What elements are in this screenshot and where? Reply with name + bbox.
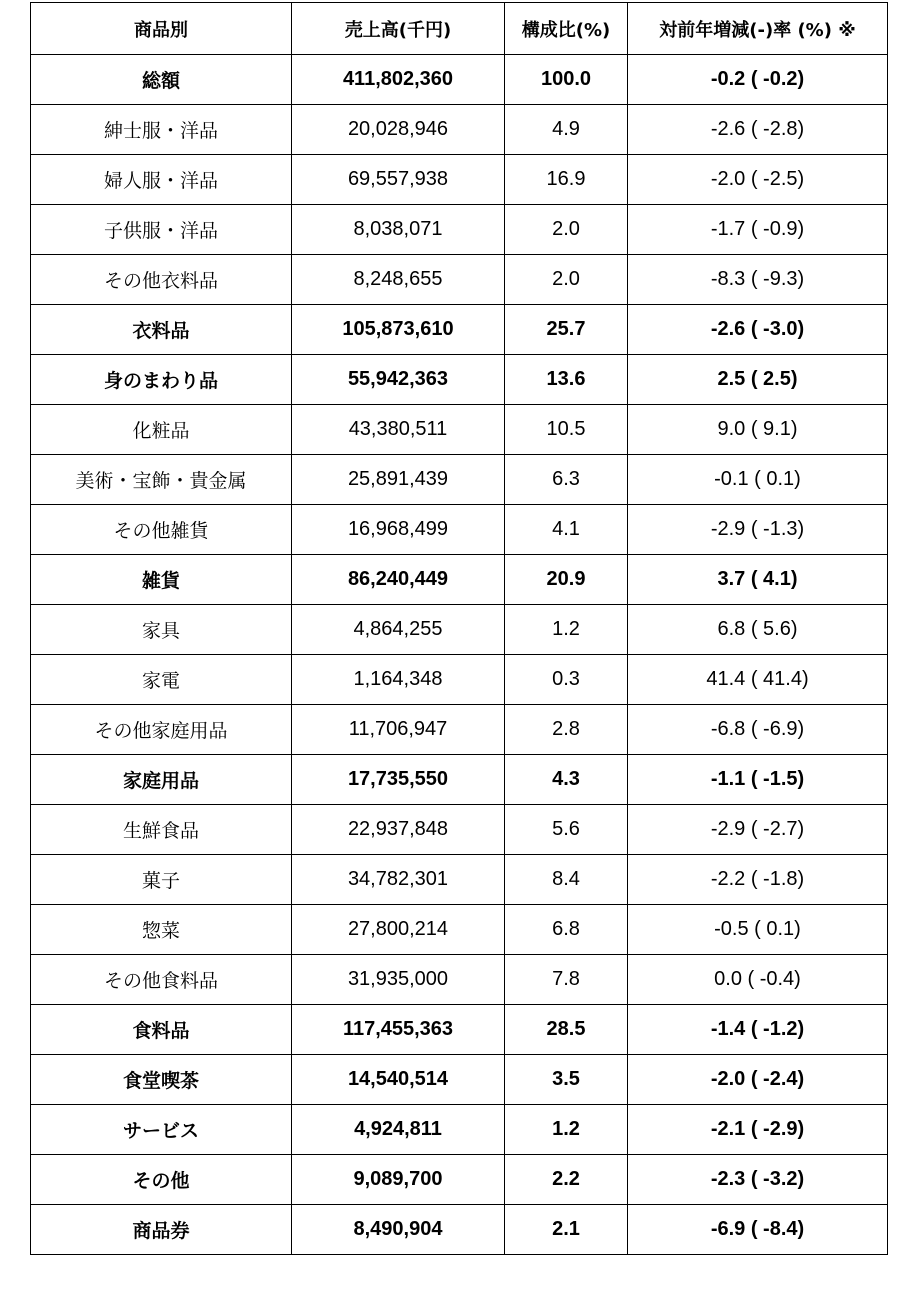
ratio-cell: 25.7: [505, 305, 628, 355]
ratio-cell: 1.2: [505, 1105, 628, 1155]
ratio-cell: 28.5: [505, 1005, 628, 1055]
change-cell: -0.5 ( 0.1): [628, 905, 888, 955]
sales-cell: 105,873,610: [292, 305, 505, 355]
table-row: [31, 705, 888, 755]
change-cell: -2.3 ( -3.2): [628, 1155, 888, 1205]
ratio-cell: 3.5: [505, 1055, 628, 1105]
category-cell: サービス: [31, 1105, 292, 1155]
category-cell: その他家庭用品: [31, 705, 292, 755]
change-cell: -2.0 ( -2.4): [628, 1055, 888, 1105]
table-row: [31, 555, 888, 605]
change-cell: -6.9 ( -8.4): [628, 1205, 888, 1255]
header-change: 対前年増減(-)率 (%) ※: [628, 3, 888, 55]
sales-cell: 16,968,499: [292, 505, 505, 555]
table-row: [31, 155, 888, 205]
change-cell: -2.0 ( -2.5): [628, 155, 888, 205]
change-cell: 6.8 ( 5.6): [628, 605, 888, 655]
table-row: [31, 255, 888, 305]
ratio-cell: 2.8: [505, 705, 628, 755]
header-row: [31, 3, 888, 55]
category-cell: 食料品: [31, 1005, 292, 1055]
sales-cell: 86,240,449: [292, 555, 505, 605]
change-cell: -1.7 ( -0.9): [628, 205, 888, 255]
table-row: [31, 605, 888, 655]
ratio-cell: 2.0: [505, 205, 628, 255]
ratio-cell: 6.3: [505, 455, 628, 505]
sales-cell: 8,490,904: [292, 1205, 505, 1255]
change-cell: 0.0 ( -0.4): [628, 955, 888, 1005]
sales-cell: 17,735,550: [292, 755, 505, 805]
ratio-cell: 13.6: [505, 355, 628, 405]
table-row: [31, 1205, 888, 1255]
ratio-cell: 2.1: [505, 1205, 628, 1255]
sales-cell: 4,924,811: [292, 1105, 505, 1155]
category-cell: 商品券: [31, 1205, 292, 1255]
ratio-cell: 6.8: [505, 905, 628, 955]
category-cell: 食堂喫茶: [31, 1055, 292, 1105]
category-cell: その他: [31, 1155, 292, 1205]
table-row: [31, 455, 888, 505]
table-row: [31, 305, 888, 355]
change-cell: 2.5 ( 2.5): [628, 355, 888, 405]
table-header: [31, 3, 888, 55]
category-cell: 化粧品: [31, 405, 292, 455]
table-row: [31, 1005, 888, 1055]
ratio-cell: 5.6: [505, 805, 628, 855]
change-cell: -0.2 ( -0.2): [628, 55, 888, 105]
table-row: [31, 1055, 888, 1105]
category-cell: 紳士服・洋品: [31, 105, 292, 155]
sales-cell: 27,800,214: [292, 905, 505, 955]
ratio-cell: 2.2: [505, 1155, 628, 1205]
ratio-cell: 2.0: [505, 255, 628, 305]
ratio-cell: 4.1: [505, 505, 628, 555]
category-cell: 雑貨: [31, 555, 292, 605]
sales-cell: 8,038,071: [292, 205, 505, 255]
change-cell: 3.7 ( 4.1): [628, 555, 888, 605]
category-cell: 身のまわり品: [31, 355, 292, 405]
sales-cell: 411,802,360: [292, 55, 505, 105]
category-cell: 家具: [31, 605, 292, 655]
ratio-cell: 8.4: [505, 855, 628, 905]
table-row: [31, 105, 888, 155]
change-cell: 41.4 ( 41.4): [628, 655, 888, 705]
change-cell: 9.0 ( 9.1): [628, 405, 888, 455]
change-cell: -2.1 ( -2.9): [628, 1105, 888, 1155]
ratio-cell: 0.3: [505, 655, 628, 705]
header-category: 商品別: [31, 3, 292, 55]
sales-cell: 69,557,938: [292, 155, 505, 205]
change-cell: -2.6 ( -3.0): [628, 305, 888, 355]
sales-by-category-table: [30, 2, 888, 1255]
sales-cell: 14,540,514: [292, 1055, 505, 1105]
change-cell: -2.2 ( -1.8): [628, 855, 888, 905]
table-row: [31, 205, 888, 255]
ratio-cell: 4.3: [505, 755, 628, 805]
ratio-cell: 20.9: [505, 555, 628, 605]
change-cell: -6.8 ( -6.9): [628, 705, 888, 755]
change-cell: -2.9 ( -1.3): [628, 505, 888, 555]
category-cell: 婦人服・洋品: [31, 155, 292, 205]
category-cell: 子供服・洋品: [31, 205, 292, 255]
table-body: [31, 55, 888, 1255]
table-row: [31, 855, 888, 905]
category-cell: その他雑貨: [31, 505, 292, 555]
change-cell: -2.6 ( -2.8): [628, 105, 888, 155]
sales-cell: 22,937,848: [292, 805, 505, 855]
table-row: [31, 805, 888, 855]
table-row: [31, 405, 888, 455]
category-cell: その他食料品: [31, 955, 292, 1005]
table-row: [31, 955, 888, 1005]
change-cell: -1.1 ( -1.5): [628, 755, 888, 805]
table-row: [31, 1105, 888, 1155]
category-cell: 総額: [31, 55, 292, 105]
category-cell: 衣料品: [31, 305, 292, 355]
category-cell: 家電: [31, 655, 292, 705]
category-cell: 生鮮食品: [31, 805, 292, 855]
category-cell: 菓子: [31, 855, 292, 905]
sales-cell: 43,380,511: [292, 405, 505, 455]
category-cell: 家庭用品: [31, 755, 292, 805]
ratio-cell: 100.0: [505, 55, 628, 105]
change-cell: -1.4 ( -1.2): [628, 1005, 888, 1055]
header-sales: 売上高(千円): [292, 3, 505, 55]
category-cell: 美術・宝飾・貴金属: [31, 455, 292, 505]
table-row: [31, 505, 888, 555]
sales-cell: 4,864,255: [292, 605, 505, 655]
table-row: [31, 55, 888, 105]
sales-cell: 25,891,439: [292, 455, 505, 505]
sales-cell: 34,782,301: [292, 855, 505, 905]
sales-cell: 20,028,946: [292, 105, 505, 155]
category-cell: その他衣料品: [31, 255, 292, 305]
ratio-cell: 16.9: [505, 155, 628, 205]
change-cell: -8.3 ( -9.3): [628, 255, 888, 305]
sales-cell: 11,706,947: [292, 705, 505, 755]
ratio-cell: 10.5: [505, 405, 628, 455]
table-row: [31, 355, 888, 405]
ratio-cell: 1.2: [505, 605, 628, 655]
sales-cell: 31,935,000: [292, 955, 505, 1005]
change-cell: -2.9 ( -2.7): [628, 805, 888, 855]
sales-cell: 8,248,655: [292, 255, 505, 305]
header-ratio: 構成比(%): [505, 3, 628, 55]
table-row: [31, 1155, 888, 1205]
ratio-cell: 4.9: [505, 105, 628, 155]
change-cell: -0.1 ( 0.1): [628, 455, 888, 505]
table-row: [31, 755, 888, 805]
ratio-cell: 7.8: [505, 955, 628, 1005]
table-row: [31, 655, 888, 705]
category-cell: 惣菜: [31, 905, 292, 955]
table-row: [31, 905, 888, 955]
sales-cell: 55,942,363: [292, 355, 505, 405]
sales-cell: 1,164,348: [292, 655, 505, 705]
sales-cell: 117,455,363: [292, 1005, 505, 1055]
sales-cell: 9,089,700: [292, 1155, 505, 1205]
